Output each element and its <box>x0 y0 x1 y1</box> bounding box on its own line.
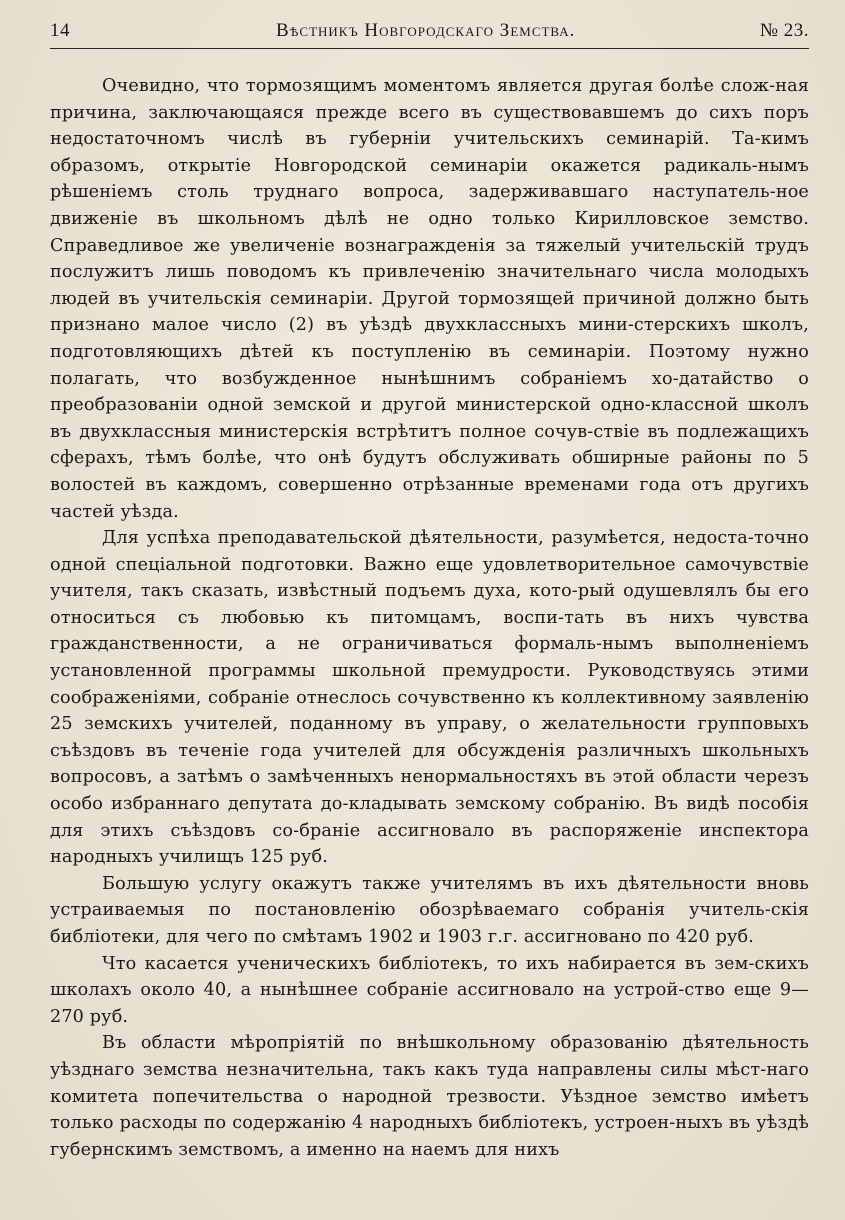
journal-title: Вѣстникъ Новгородскаго Земства. <box>276 20 576 41</box>
running-header <box>50 14 809 49</box>
paragraph: Большую услугу окажутъ также учителямъ въ ихъ дѣятельности вновь устраиваемыя по постановленію обозрѣваемаго собранія учитель-скія библіотеки, для чего по смѣтамъ 1902 и 1903 г.г. ассигновано по 420 руб. <box>50 873 809 947</box>
paragraph: Очевидно, что тормозящимъ моментомъ является другая болѣе слож-ная причина, заключающаяся прежде всего въ существовавшемъ до сихъ поръ недостаточномъ числѣ въ губерніи учительскихъ семинарій. Та-кимъ образомъ, открытіе Новгородской семинаріи окажется радикаль-нымъ рѣшеніемъ столь труднаго вопроса, задерживавшаго наступатель-ное движеніе въ школьномъ дѣлѣ не одно только Кирилловское земство. Справедливое же увеличеніе вознагражденія за тяжелый учительскій трудъ послужитъ лишь поводомъ къ привлеченію значительнаго числа молодыхъ людей въ учительскія семинаріи. Другой тормозящей причиной должно быть признано малое число (2) въ уѣздѣ двухклассныхъ мини-стерскихъ школъ, подготовляющихъ дѣтей къ поступленію въ семинаріи. Поэтому нужно полагать, что возбужденное нынѣшнимъ собраніемъ хо-датайство о преобразованіи одной земской и другой министерской одно-классной школъ въ двухклассныя министерскія встрѣтитъ полное сочув-ствіе въ подлежащихъ сферахъ, тѣмъ болѣе, что онѣ будутъ обслуживать обширные районы по 5 волостей въ каждомъ, совершенно отрѣзанные временами года отъ другихъ частей уѣзда. <box>50 76 809 522</box>
paragraph: Для успѣха преподавательской дѣятельности, разумѣется, недоста-точно одной спеціальной подготовки. Важно еще удовлетворительное самочувствіе учителя, такъ сказать, извѣстный подъемъ духа, кото-рый одушевлялъ бы его относиться съ любовью къ питомцамъ, воспи-тать въ нихъ чувства гражданственности, а не ограничиваться формаль-нымъ выполненіемъ установленной программы школьной премудрости. Руководствуясь этими соображеніями, собраніе отнеслось сочувственно къ коллективному заявленію 25 земскихъ учителей, поданному въ управу, о желательности групповыхъ съѣздовъ въ теченіе года учителей для обсужденія различныхъ школьныхъ вопросовъ, а затѣмъ о замѣченныхъ ненормальностяхъ въ этой области черезъ особо избраннаго депутата до-кладывать земскому собранію. Въ видѣ пособія для этихъ съѣздовъ со-браніе ассигновало въ распоряженіе инспектора народныхъ училищъ 125 руб. <box>50 528 809 868</box>
article-body <box>50 73 809 1163</box>
page-number: 14 <box>50 20 70 41</box>
paragraph: Что касается ученическихъ библіотекъ, то ихъ набирается въ зем-скихъ школахъ около 40, а нынѣшнее собраніе ассигновало на устрой-ство еще 9—270 руб. <box>50 953 809 1027</box>
issue-number: № 23. <box>759 20 809 41</box>
paragraph: Въ области мѣропріятій по внѣшкольному образованію дѣятельность уѣзднаго земства незначительна, такъ какъ туда направлены силы мѣст-наго комитета попечительства о народной трезвости. Уѣздное земство имѣетъ только расходы по содержанію 4 народныхъ библіотекъ, устроен-ныхъ въ уѣздѣ губернскимъ земствомъ, а именно на наемъ для нихъ <box>50 1033 809 1160</box>
